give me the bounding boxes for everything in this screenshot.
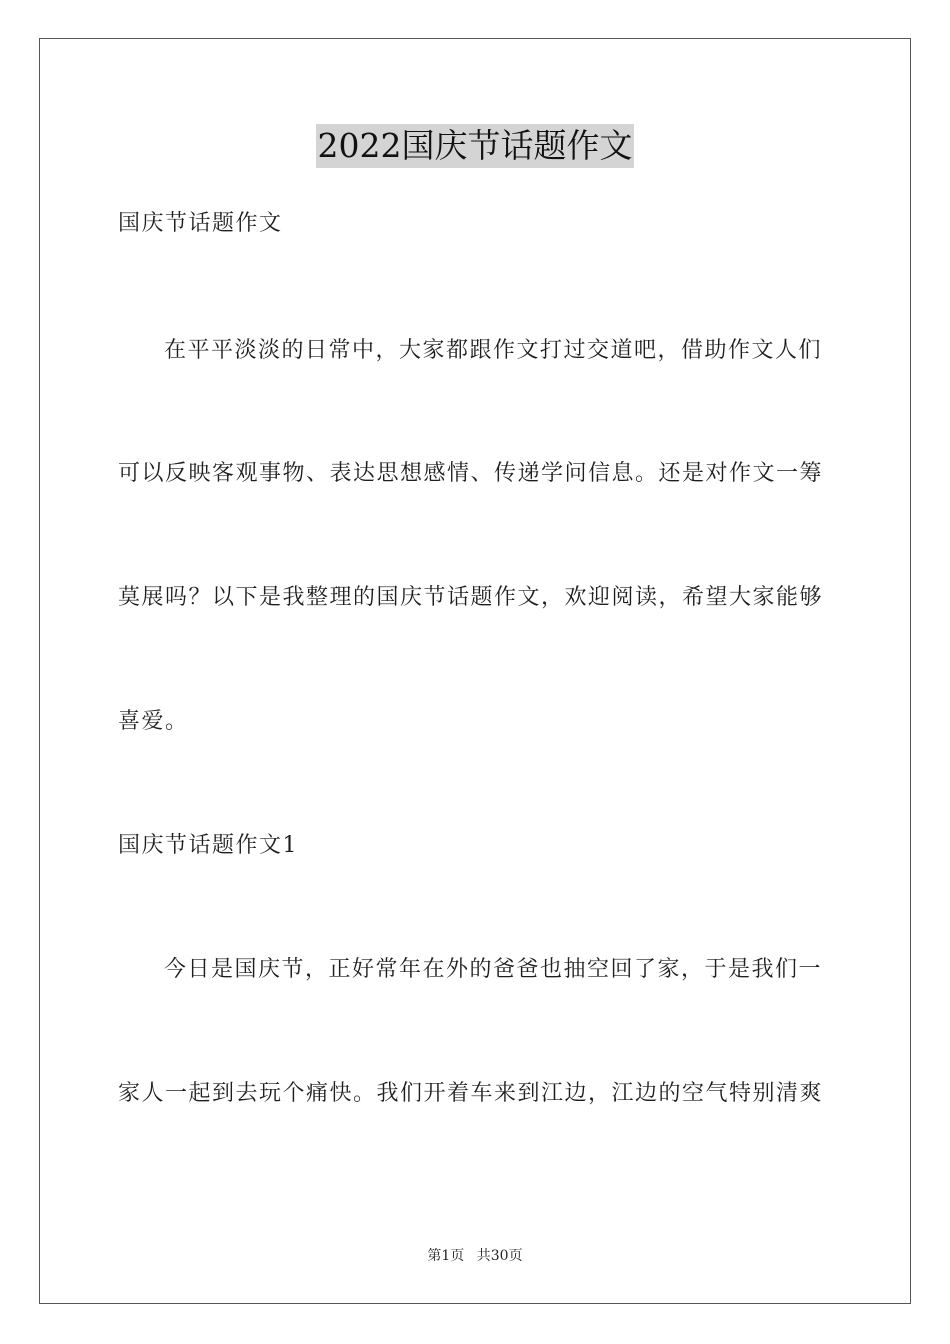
page-total: 共30页 [476,1248,523,1264]
title-container [0,124,950,168]
paragraph-line: 喜爱。 [118,709,189,734]
paragraph-line: 家人一起到去玩个痛快。我们开着车来到江边，江边的空气特别清爽 [118,1081,824,1106]
section-heading: 国庆节话题作文1 [118,833,298,858]
page-number: 第1页 [427,1248,465,1264]
paragraph-line: 可以反映客观事物、表达思想感情、传递学问信息。还是对作文一筹 [118,461,824,486]
paragraph-line: 今日是国庆节，正好常年在外的爸爸也抽空回了家，于是我们一 [164,957,823,982]
paragraph-line: 在平平淡淡的日常中，大家都跟作文打过交道吧，借助作文人们 [164,338,823,363]
document-subtitle: 国庆节话题作文 [118,211,283,236]
page-footer [0,1246,950,1266]
paragraph-line: 莫展吗？以下是我整理的国庆节话题作文，欢迎阅读，希望大家能够 [118,585,824,610]
document-title: 2022国庆节话题作文 [316,124,635,168]
